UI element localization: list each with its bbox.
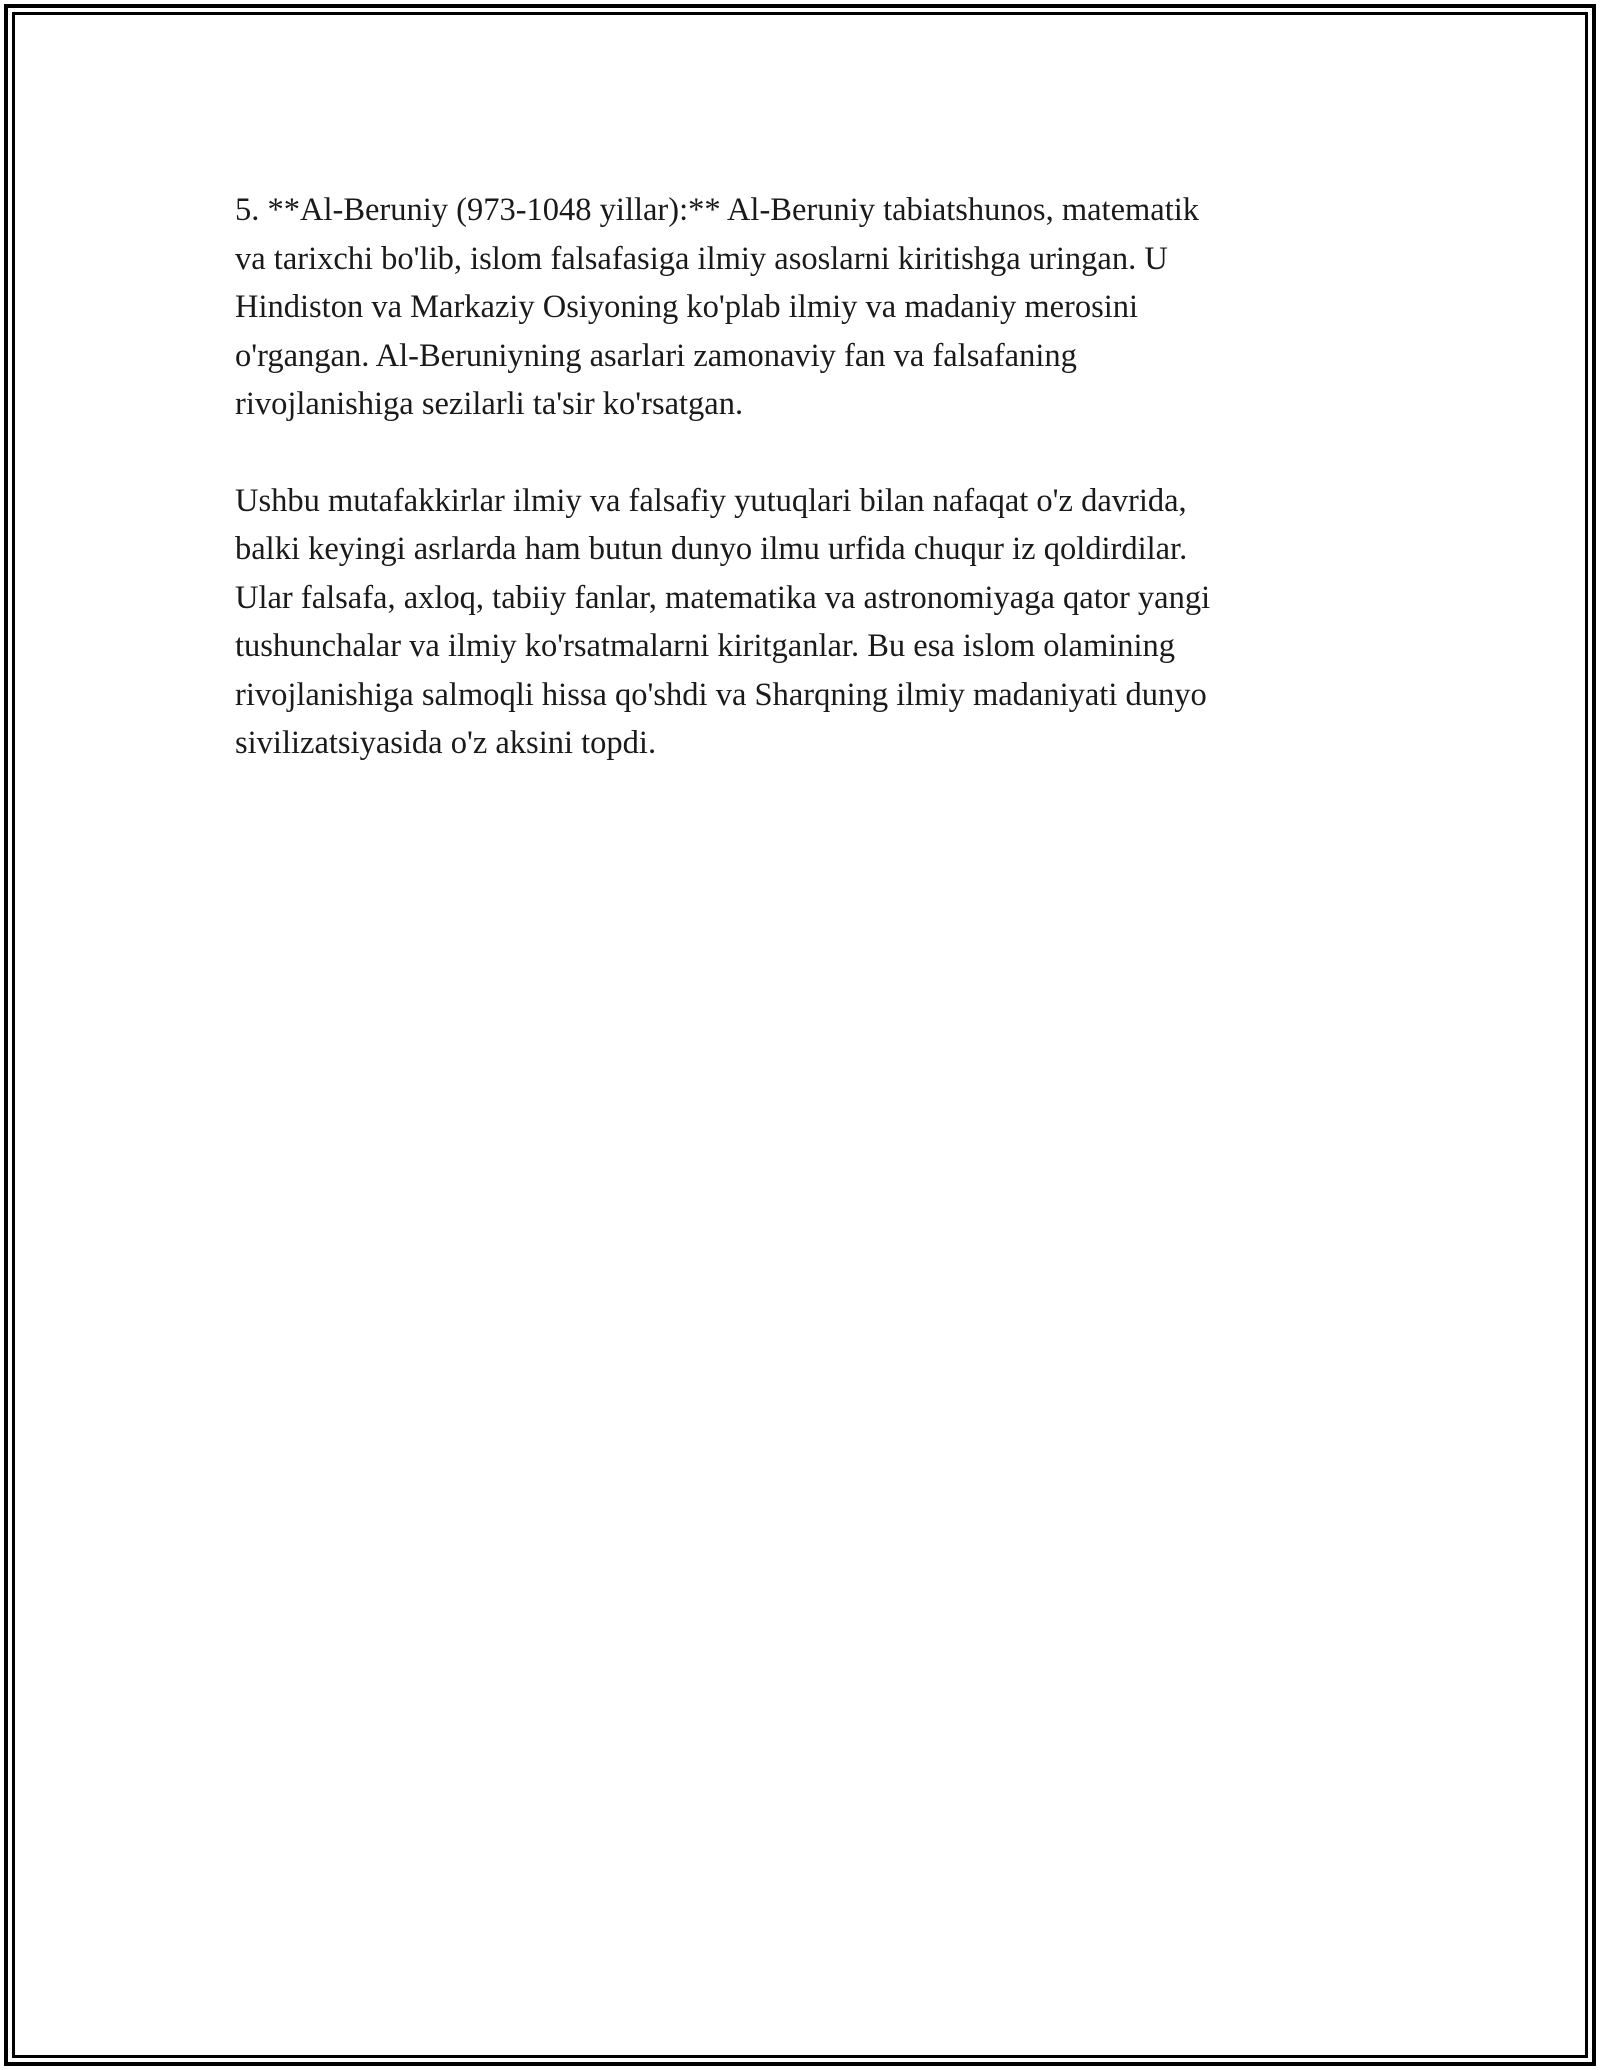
text-line: 5. **Al-Beruniy (973-1048 yillar):** Al-Beruniy tabiatshunos, matematik xyxy=(235,192,1200,228)
text-line: tushunchalar va ilmiy ko'rsatmalarni kiritganlar. Bu esa islom olamining xyxy=(235,628,1176,664)
paragraph-al-beruniy xyxy=(235,186,1355,429)
text-line: balki keyingi asrlarda ham butun dunyo ilmu urfida chuqur iz qoldirdilar. xyxy=(235,531,1188,567)
text-line: Hindiston va Markaziy Osiyoning ko'plab ilmiy va madaniy merosini xyxy=(235,289,1139,325)
text-line: o'rgangan. Al-Beruniyning asarlari zamonaviy fan va falsafaning xyxy=(235,337,1077,374)
paragraph-conclusion xyxy=(235,477,1355,768)
text-line: va tarixchi bo'lib, islom falsafasiga ilmiy asoslarni kiritishga uringan. U xyxy=(235,240,1168,277)
document-body xyxy=(235,186,1355,816)
text-line: rivojlanishiga salmoqli hissa qo'shdi va Sharqning ilmiy madaniyati dunyo xyxy=(235,676,1207,713)
text-line: Ushbu mutafakkirlar ilmiy va falsafiy yutuqlari bilan nafaqat o'z davrida, xyxy=(235,482,1187,519)
text-line: rivojlanishiga sezilarli ta'sir ko'rsatgan. xyxy=(235,386,744,422)
text-line: Ular falsafa, axloq, tabiiy fanlar, matematika va astronomiyaga qator yangi xyxy=(235,579,1211,616)
text-line: sivilizatsiyasida o'z aksini topdi. xyxy=(235,725,657,761)
